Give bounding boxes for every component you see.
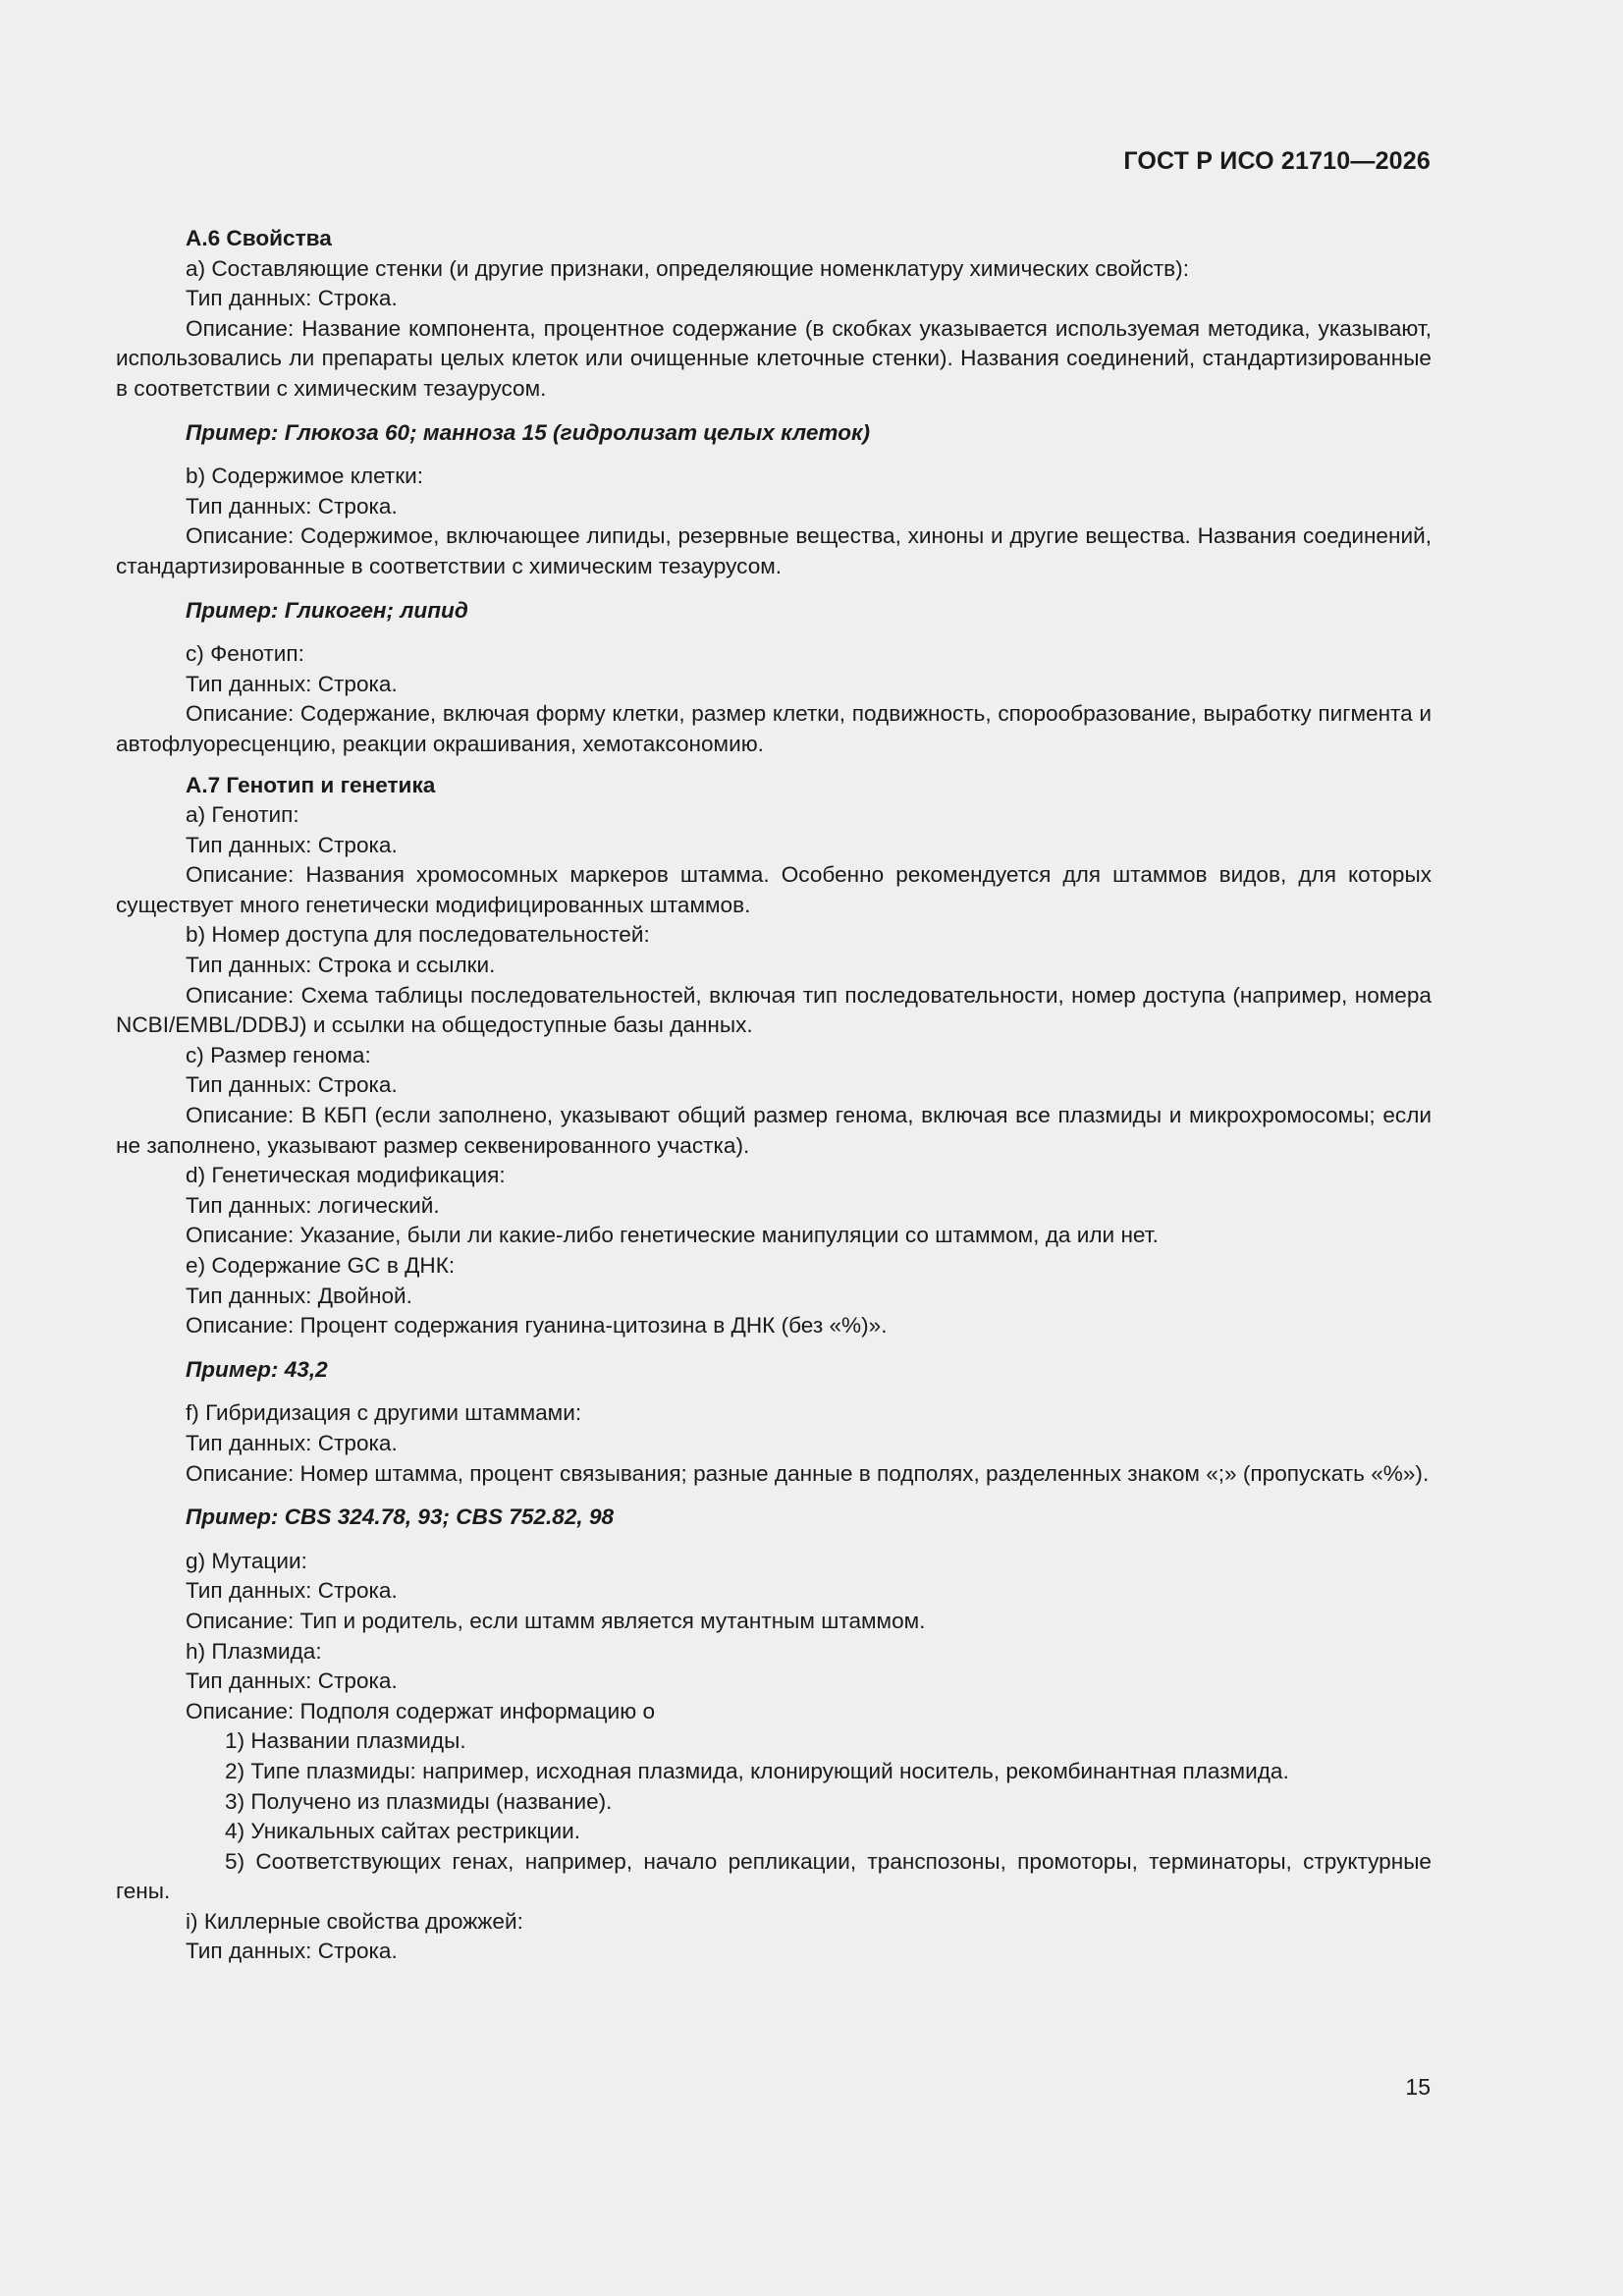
page-number: 15 xyxy=(1405,2074,1431,2100)
item-title: d) Генетическая модификация: xyxy=(186,1163,506,1188)
item-datatype: Тип данных: Строка и ссылки. xyxy=(186,953,496,978)
item-title: с) Размер генома: xyxy=(186,1042,371,1067)
item-title: а) Генотип: xyxy=(186,802,299,828)
section-heading-a7: А.7 Генотип и генетика xyxy=(186,772,436,797)
item-description: Описание: Схема таблицы последовательностей, включая тип последовательности, номер доступа (например, номера NCBI/EMBL/DDBJ) и ссылки на общедоступные базы данных. xyxy=(116,982,1432,1038)
item-description: Описание: В КБП (если заполнено, указывают общий размер генома, включая все плазмиды и микрохромосомы; если не заполнено, указывают размер секвенированного участка). xyxy=(116,1103,1432,1158)
item-datatype: Тип данных: Строка. xyxy=(186,493,398,519)
list-item: 4) Уникальных сайтах рестрикции. xyxy=(225,1819,581,1844)
item-datatype: Тип данных: Строка. xyxy=(186,1668,398,1694)
item-description: Описание: Процент содержания гуанина-цитозина в ДНК (без «%)». xyxy=(186,1313,888,1339)
item-datatype: Тип данных: логический. xyxy=(186,1192,440,1218)
item-title: h) Плазмида: xyxy=(186,1638,322,1664)
item-description: Описание: Указание, были ли какие-либо генетические манипуляции со штаммом, да или нет. xyxy=(186,1223,1159,1248)
item-example: Пример: CBS 324.78, 93; CBS 752.82, 98 xyxy=(186,1504,615,1530)
item-title: b) Содержимое клетки: xyxy=(186,464,424,489)
section-heading-a6: А.6 Свойства xyxy=(186,226,332,250)
item-datatype: Тип данных: Строка. xyxy=(186,1578,398,1604)
item-description: Описание: Содержимое, включающее липиды, резервные вещества, хиноны и другие вещества. Названия соединений, стандартизированные в соответствии с химическим тезаурусом. xyxy=(116,523,1432,578)
item-datatype: Тип данных: Строка. xyxy=(186,1939,398,1964)
item-datatype: Тип данных: Строка. xyxy=(186,1430,398,1455)
item-title: i) Киллерные свойства дрожжей: xyxy=(186,1908,523,1934)
item-datatype: Тип данных: Строка. xyxy=(186,286,398,311)
list-item: 5) Соответствующих генах, например, начало репликации, транспозоны, промоторы, терминаторы, структурные гены. xyxy=(116,1848,1432,1904)
item-title: а) Составляющие стенки (и другие признаки, определяющие номенклатуру химических свойств): xyxy=(186,255,1189,281)
item-example: Пример: Глюкоза 60; манноза 15 (гидролизат целых клеток) xyxy=(186,419,870,445)
item-description: Описание: Название компонента, процентное содержание (в скобках указывается используемая методика, указывают, использовались ли препараты целых клеток или очищенные клеточные стенки). Названия соединений, стандартизированные в соответствии с химическим тезаурусом. xyxy=(116,315,1432,401)
item-description: Описание: Названия хромосомных маркеров штамма. Особенно рекомендуется для штаммов видов, для которых существует много генетически модифицированных штаммов. xyxy=(116,862,1432,917)
item-description: Описание: Тип и родитель, если штамм является мутантным штаммом. xyxy=(186,1608,926,1633)
item-datatype: Тип данных: Строка. xyxy=(186,832,398,857)
item-datatype: Тип данных: Двойной. xyxy=(186,1283,412,1308)
item-datatype: Тип данных: Строка. xyxy=(186,1072,398,1098)
item-title: с) Фенотип: xyxy=(186,641,304,667)
item-example: Пример: Гликоген; липид xyxy=(186,597,468,623)
item-example: Пример: 43,2 xyxy=(186,1356,328,1382)
item-title: b) Номер доступа для последовательностей: xyxy=(186,922,650,948)
item-title: е) Содержание GC в ДНК: xyxy=(186,1253,456,1278)
item-description: Описание: Содержание, включая форму клетки, размер клетки, подвижность, спорообразование, выработку пигмента и автофлуоресценцию, реакции окрашивания, хемотаксономию. xyxy=(116,701,1432,756)
document-code-header: ГОСТ Р ИСО 21710—2026 xyxy=(1123,147,1431,175)
item-description: Описание: Номер штамма, процент связывания; разные данные в подполях, разделенных знаком «;» (пропускать «%»). xyxy=(186,1460,1430,1486)
item-title: g) Мутации: xyxy=(186,1548,307,1573)
item-title: f) Гибридизация с другими штаммами: xyxy=(186,1400,582,1426)
item-datatype: Тип данных: Строка. xyxy=(186,671,398,696)
list-item: 1) Названии плазмиды. xyxy=(225,1728,466,1754)
list-item: 2) Типе плазмиды: например, исходная плазмида, клонирующий носитель, рекомбинантная плазмида. xyxy=(225,1758,1289,1783)
list-item: 3) Получено из плазмиды (название). xyxy=(225,1788,613,1814)
item-description: Описание: Подполя содержат информацию о xyxy=(186,1698,656,1723)
page-content xyxy=(116,224,1432,1967)
